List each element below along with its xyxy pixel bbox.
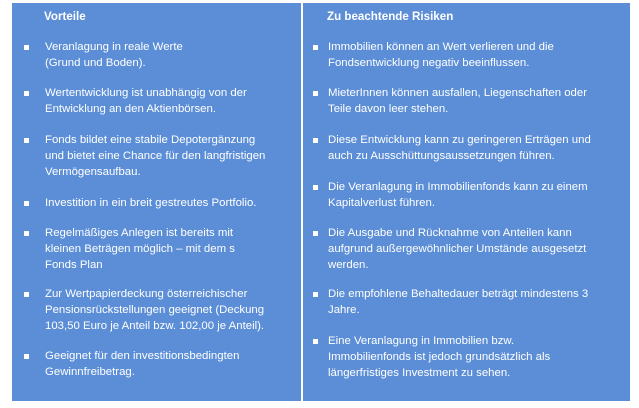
risk-item: Diese Entwicklung kann zu geringeren Erträgen und auch zu Ausschüttungsaussetzungen führen. [328,134,591,162]
advantage-item: Veranlagung in reale Werte (Grund und Boden). [45,41,183,69]
bullet-icon [24,231,29,236]
bullet-icon [24,138,29,143]
advantage-item: Investition in ein breit gestreutes Portfolio. [45,197,257,209]
advantage-item: Zur Wertpapierdeckung österreichischer Pensionsrückstellungen geeignet (Deckung 103,50 Euro je Anteil bzw. 102,00 je Anteil). [45,288,265,332]
advantage-item: Regelmäßiges Anlegen ist bereits mit kleinen Beträgen möglich – mit dem s Fonds Plan [45,227,235,271]
advantages-heading: Vorteile [44,10,86,23]
bullet-icon [313,292,318,297]
risks-column [303,3,630,401]
bullet-icon [313,138,318,143]
bullet-icon [313,91,318,96]
advantage-item: Fonds bildet eine stabile Depotergänzung und bietet eine Chance für den langfristigen Vermögensaufbau. [45,134,266,178]
advantage-item: Geeignet für den investitionsbedingten Gewinnfreibetrag. [45,350,240,378]
bullet-icon [24,292,29,297]
bullet-icon [24,201,29,206]
risk-item: Immobilien können an Wert verlieren und die Fondsentwicklung negativ beeinflussen. [328,41,554,69]
bullet-icon [313,231,318,236]
bullet-icon [313,185,318,190]
bullet-icon [24,91,29,96]
advantages-column [12,3,301,401]
bullet-icon [313,339,318,344]
advantage-item: Wertentwicklung ist unabhängig von der Entwicklung an den Aktienbörsen. [45,87,247,115]
risk-item: Die Veranlagung in Immobilienfonds kann zu einem Kapitalverlust führen. [328,181,588,209]
bullet-icon [24,354,29,359]
risk-item: Die Ausgabe und Rücknahme von Anteilen kann aufgrund außergewöhnlicher Umstände ausgesetzt werden. [328,227,587,271]
bullet-icon [24,45,29,50]
bullet-icon [313,45,318,50]
risk-item: Die empfohlene Behaltedauer beträgt mindestens 3 Jahre. [328,288,589,316]
risk-item: Eine Veranlagung in Immobilien bzw. Immobilienfonds ist jedoch grundsätzlich als längerfristiges Investment zu sehen. [328,335,551,379]
risks-heading: Zu beachtende Risiken [327,10,454,23]
risk-item: MieterInnen können ausfallen, Liegenschaften oder Teile davon leer stehen. [328,87,588,115]
